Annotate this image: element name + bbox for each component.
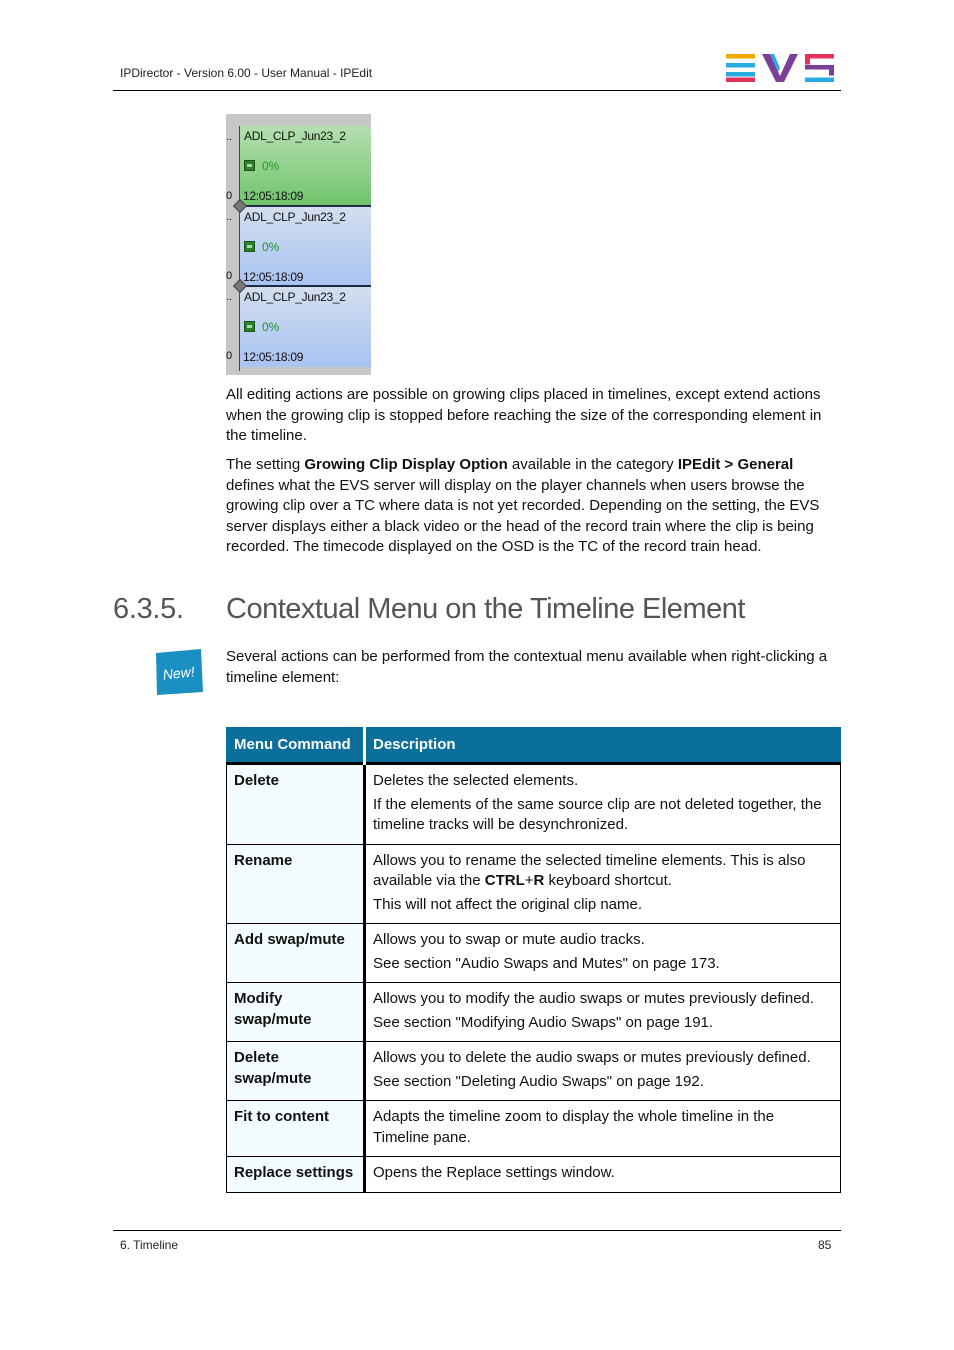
column-header-description: Description (365, 728, 841, 764)
shortcut-key: R (533, 872, 545, 889)
clip-left-mark: .. (226, 291, 233, 303)
table-row (227, 1042, 841, 1101)
clip-progress: 0% (262, 320, 280, 334)
header-title: IPDirector - Version 6.00 - User Manual - IPEdit (120, 66, 373, 80)
paragraph-growing-clips: All editing actions are possible on growing clips placed in timelines, except extend actions when the growing clip is stopped before reaching the size of the corresponding element in the timeline. (226, 386, 822, 444)
description-cell: Allows you to rename the selected timeline elements. This is also available via the CTRL+R keyboard shortcut. This will not affect the original clip name. (365, 844, 841, 924)
column-header-command: Menu Command (227, 728, 365, 764)
clip-progress: 0% (262, 159, 280, 173)
table-row (227, 924, 841, 983)
growing-clip-icon (244, 241, 255, 252)
command-cell: Fit to content (227, 1101, 365, 1157)
clip-progress: 0% (262, 240, 280, 254)
section-title: Contextual Menu on the Timeline Element (226, 593, 745, 625)
table-row (227, 1157, 841, 1193)
clip-left-mark: 0 (226, 270, 233, 282)
timeline-clip (240, 207, 371, 287)
table-row (227, 983, 841, 1042)
description-cell: Allows you to swap or mute audio tracks. See section "Audio Swaps and Mutes" on page 173. (365, 924, 841, 983)
footer-page-number: 85 (818, 1238, 832, 1252)
description-cell: Allows you to delete the audio swaps or mutes previously defined. See section "Deleting Audio Swaps" on page 192. (365, 1042, 841, 1101)
clip-left-mark: .. (226, 131, 233, 143)
clip-left-mark: 0 (226, 350, 233, 362)
shortcut-key: CTRL (484, 872, 525, 889)
description-cell: Opens the Replace settings window. (365, 1157, 841, 1193)
timeline-clip (240, 287, 371, 367)
new-feature-badge (154, 648, 204, 696)
command-cell: Rename (227, 844, 365, 924)
description-cell: Adapts the timeline zoom to display the whole timeline in the Timeline pane. (365, 1101, 841, 1157)
clip-timecode: 12:05:18:09 (243, 189, 304, 203)
clip-name: ADL_CLP_Jun23_2 (244, 290, 346, 304)
clip-name: ADL_CLP_Jun23_2 (244, 210, 346, 224)
table-row (227, 764, 841, 845)
cross-reference-link[interactable]: See section "Audio Swaps and Mutes" on page 173. (373, 954, 720, 972)
table-row (227, 1101, 841, 1157)
section-intro: Several actions can be performed from the contextual menu available when right-clicking a timeline element: (226, 648, 828, 686)
clip-timecode: 12:05:18:09 (243, 350, 304, 364)
evs-logo (726, 54, 834, 82)
clip-left-mark: 0 (226, 190, 233, 202)
category-name: IPEdit > General (677, 456, 794, 473)
footer-chapter: 6. Timeline (120, 1238, 179, 1252)
timeline-clip (240, 126, 371, 206)
clip-timecode: 12:05:18:09 (243, 270, 304, 284)
new-badge-icon (154, 648, 204, 696)
command-cell: Replace settings (227, 1157, 365, 1193)
description-cell: Allows you to modify the audio swaps or mutes previously defined. See section "Modifying Audio Swaps" on page 191. (365, 983, 841, 1042)
footer-rule (113, 1230, 841, 1231)
description-cell: Deletes the selected elements. If the elements of the same source clip are not deleted together, the timeline tracks will be desynchronized. (365, 764, 841, 845)
clip-name: ADL_CLP_Jun23_2 (244, 129, 346, 143)
timeline-cursor-line (239, 126, 240, 371)
command-cell: Delete swap/mute (227, 1042, 365, 1101)
command-cell: Add swap/mute (227, 924, 365, 983)
table-header-row (227, 728, 841, 764)
growing-clip-icon (244, 321, 255, 332)
growing-clip-icon (244, 160, 255, 171)
menu-command-table (226, 727, 841, 1193)
cross-reference-link[interactable]: See section "Deleting Audio Swaps" on page 192. (373, 1072, 704, 1090)
cross-reference-link[interactable]: See section "Modifying Audio Swaps" on page 191. (373, 1013, 714, 1031)
timeline-screenshot (226, 114, 371, 375)
setting-name: Growing Clip Display Option (304, 456, 508, 473)
paragraph-display-option: The setting Growing Clip Display Option available in the category IPEdit > General defines what the EVS server will display on the player channels when users browse the growing clip over a TC where data is not yet recorded. Depending on the setting, the EVS server displays either a black video or the head of the record train where the clip is being recorded. The timecode displayed on the OSD is the TC of the record train head. (226, 456, 820, 555)
command-cell: Modify swap/mute (227, 983, 365, 1042)
badge-label: New! (161, 663, 196, 683)
table-row (227, 844, 841, 924)
section-number: 6.3.5. (113, 593, 184, 625)
header-rule (113, 90, 841, 91)
command-cell: Delete (227, 764, 365, 845)
clip-left-mark: .. (226, 211, 233, 223)
